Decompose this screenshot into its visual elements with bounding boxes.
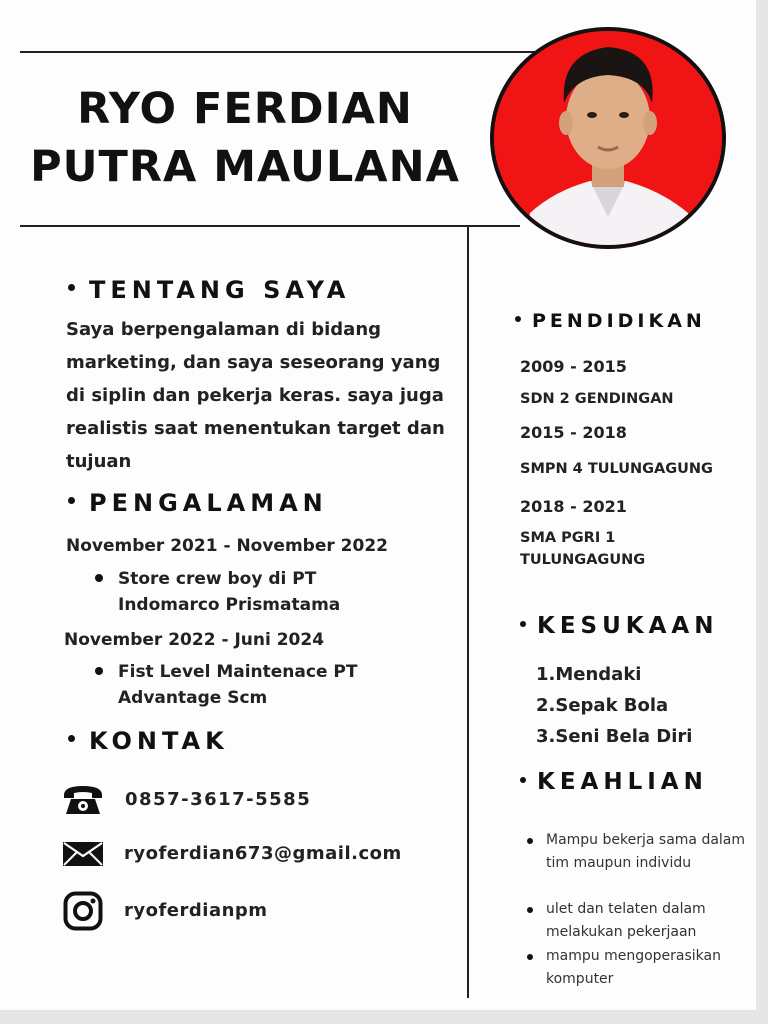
education-years: 2018 - 2021 — [520, 497, 627, 516]
instagram-handle: ryoferdianpm — [124, 900, 268, 921]
phone-number: 0857-3617-5585 — [125, 789, 312, 810]
list-bullet — [527, 954, 533, 960]
skill-item: mampu mengoperasikan komputer — [546, 948, 721, 987]
email-address: ryoferdian673@gmail.com — [124, 843, 402, 864]
skills-heading-text: KEAHLIAN — [537, 769, 708, 795]
experience-heading-text: PENGALAMAN — [89, 489, 328, 517]
mail-icon — [62, 841, 104, 867]
profile-photo — [490, 27, 726, 249]
phone-icon — [62, 784, 104, 816]
heading-bullet — [68, 284, 75, 291]
experience-heading — [68, 491, 328, 515]
experience-role: Store crew boy di PT Indomarco Prismatama — [118, 569, 341, 615]
heading-bullet — [68, 735, 75, 742]
education-school: SMA PGRI 1 TULUNGAGUNG — [520, 530, 646, 568]
name-line-1: RYO FERDIAN — [77, 84, 413, 134]
hobbies-heading — [520, 615, 718, 638]
education-years: 2015 - 2018 — [520, 423, 627, 442]
instagram-icon — [63, 891, 103, 931]
skills-heading — [520, 771, 708, 794]
hobby-item: 1.Mendaki — [536, 664, 642, 685]
hobby-item: 2.Sepak Bola — [536, 695, 669, 716]
list-bullet — [95, 574, 103, 582]
heading-bullet — [515, 316, 521, 322]
about-heading — [68, 278, 350, 302]
skill-item: Mampu bekerja sama dalam tim maupun individu — [546, 832, 746, 871]
about-text: Saya berpengalaman di bidang marketing, dan saya seseorang yang di siplin dan pekerja keras. saya juga realistis saat menentukan target dan tujuan — [66, 319, 445, 472]
hobby-item: 3.Seni Bela Diri — [536, 726, 693, 747]
education-school: SMPN 4 TULUNGAGUNG — [520, 461, 713, 477]
experience-role: Fist Level Maintenace PT Advantage Scm — [118, 662, 358, 708]
experience-period: November 2021 - November 2022 — [66, 536, 388, 556]
heading-bullet — [520, 777, 526, 783]
heading-bullet — [68, 497, 75, 504]
list-bullet — [527, 838, 533, 844]
list-bullet — [95, 667, 103, 675]
education-heading — [515, 312, 706, 331]
about-heading-text: TENTANG SAYA — [89, 276, 351, 304]
heading-bullet — [520, 621, 526, 627]
top-rule — [20, 51, 540, 53]
education-years: 2009 - 2015 — [520, 357, 627, 376]
name-line-2: PUTRA MAULANA — [30, 142, 460, 192]
column-divider — [467, 226, 469, 998]
hobbies-heading-text: KESUKAAN — [537, 613, 719, 639]
header-bottom-rule — [20, 225, 520, 227]
education-heading-text: PENDIDIKAN — [532, 310, 706, 332]
experience-period: November 2022 - Juni 2024 — [64, 630, 325, 650]
skill-item: ulet dan telaten dalam melakukan pekerjaan — [546, 901, 706, 940]
contact-heading-text: KONTAK — [89, 727, 229, 755]
contact-heading — [68, 729, 229, 753]
education-school: SDN 2 GENDINGAN — [520, 391, 674, 407]
profile-photo-illustration — [494, 31, 722, 245]
list-bullet — [527, 907, 533, 913]
